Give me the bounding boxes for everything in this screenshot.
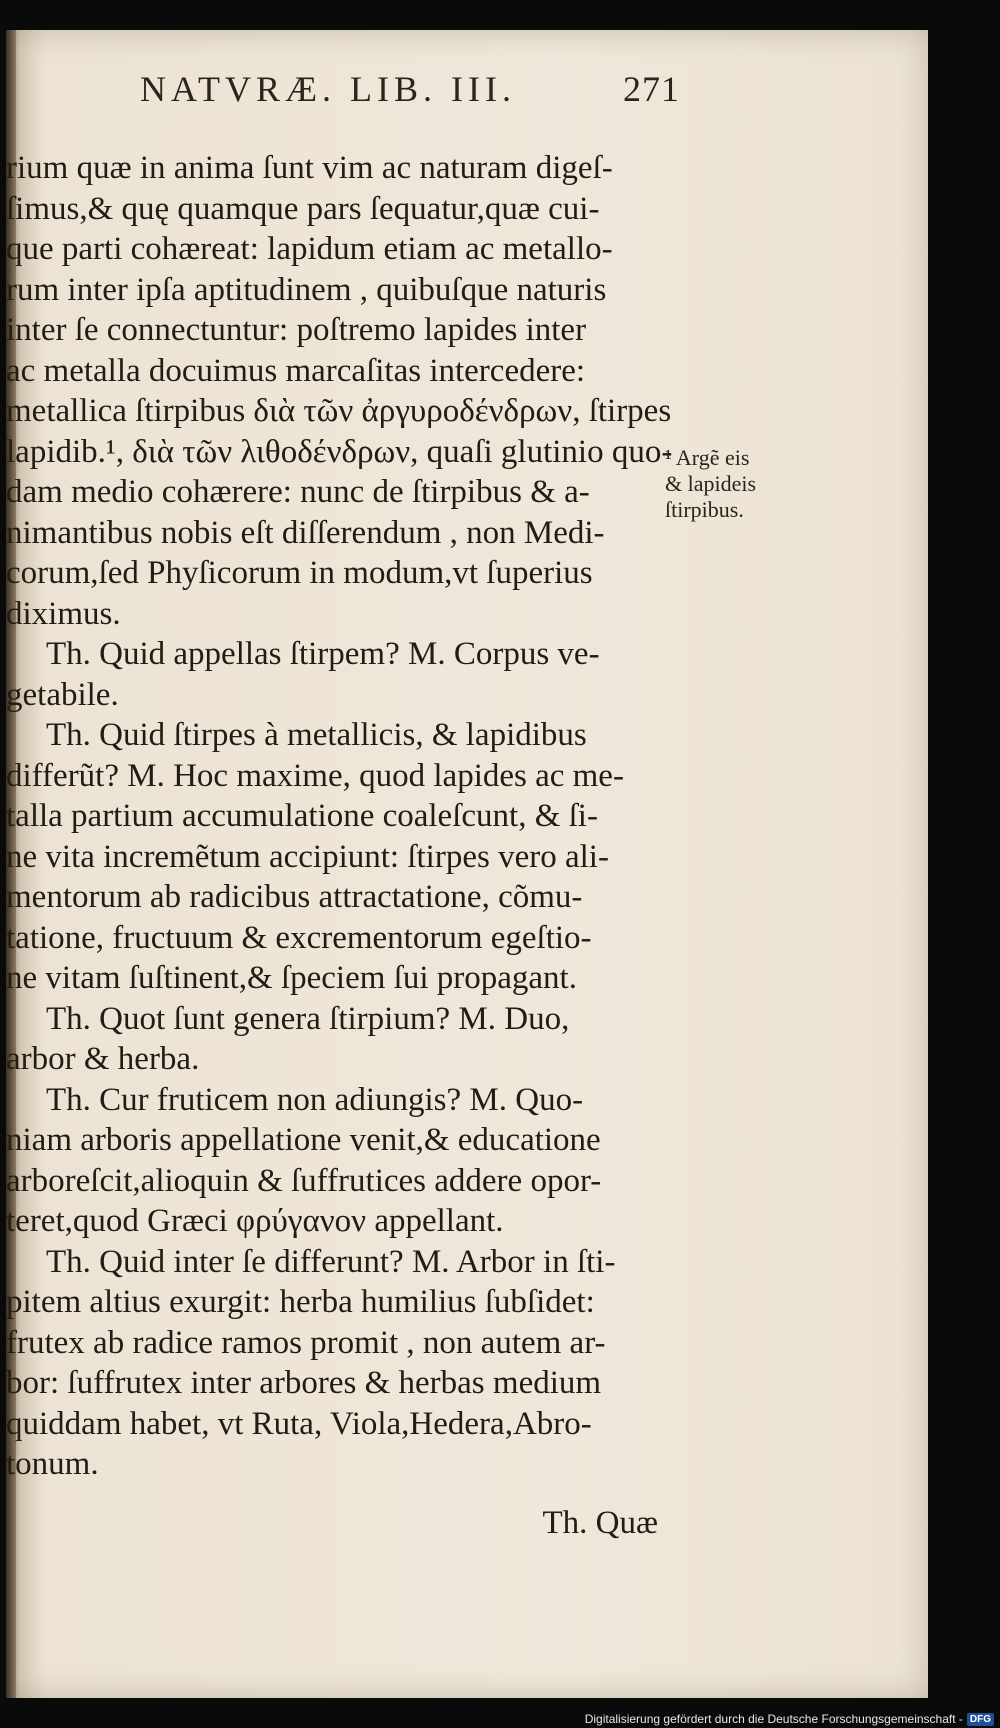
text-line: ne vitam ſuſtinent,& ſpeciem ſui propagant. <box>6 960 577 996</box>
text-line: teret,quod Græci φρύγανον appellant. <box>6 1203 504 1239</box>
text-line: Th. Cur fruticem non adiungis? M. Quo- <box>46 1081 584 1118</box>
text-line: lapidib.¹, διὰ τῶν λιθοδένδρων, quaſi glutinio quo- <box>6 433 673 470</box>
text-line: quiddam habet, vt Ruta, Viola,Hedera,Abro- <box>6 1405 592 1442</box>
running-head: NATVRÆ. LIB. III. <box>140 69 516 109</box>
text-line: ac metalla docuimus marcaſitas intercedere: <box>6 352 586 389</box>
catchword: Th. Quæ <box>542 1504 658 1541</box>
text-line: getabile. <box>6 676 119 713</box>
text-line: rium quæ in anima ſunt vim ac naturam digeſ- <box>6 150 613 186</box>
page-number: 271 <box>623 69 680 109</box>
dfg-logo-icon: DFG <box>967 1713 994 1726</box>
body-text <box>6 148 673 1543</box>
text-line: tonum. <box>6 1446 99 1482</box>
text-line: Th. Quid ſtirpes à metallicis, & lapidibus <box>46 717 587 753</box>
text-line: Th. Quid inter ſe differunt? M. Arbor in ſti- <box>46 1243 616 1280</box>
text-line: nimantibus nobis eſt diſſerendum , non Medi- <box>6 514 605 551</box>
text-line: inter ſe connectuntur: poſtremo lapides inter <box>6 312 587 348</box>
text-line: arbor & herba. <box>6 1041 200 1077</box>
margin-note-line: ¹ Argẽ eis <box>665 445 750 470</box>
footer-credit <box>585 1712 994 1726</box>
text-line: ne vita incremẽtum accipiunt: ſtirpes vero ali- <box>6 838 609 875</box>
text-line: arboreſcit,alioquin & ſuffrutices addere opor- <box>6 1162 602 1199</box>
text-line: corum,ſed Phyſicorum in modum,vt ſuperius <box>6 555 593 591</box>
text-line: niam arboris appellatione venit,& educatione <box>6 1122 601 1158</box>
text-line: talla partium accumulatione coaleſcunt, & ſi- <box>6 798 598 834</box>
text-line: dam medio cohærere: nunc de ſtirpibus & a- <box>6 474 590 510</box>
margin-note-line: & lapideis <box>665 471 757 496</box>
text-line: bor: ſuffrutex inter arbores & herbas medium <box>6 1365 602 1401</box>
text-line: Th. Quid appellas ſtirpem? M. Corpus ve- <box>46 636 600 672</box>
text-line: rum inter ipſa aptitudinem , quibuſque naturis <box>6 271 607 308</box>
footer-text: Digitalisierung gefördert durch die Deutsche Forschungsgemeinschaft - <box>584 1712 963 1726</box>
margin-note-line: ſtirpibus. <box>665 497 744 522</box>
text-line: frutex ab radice ramos promit , non autem ar- <box>6 1324 606 1361</box>
text-line: diximus. <box>6 595 121 632</box>
text-line: pitem altius exurgit: herba humilius ſubſidet: <box>6 1284 595 1320</box>
text-line: metallica ſtirpibus διὰ τῶν ἀργυροδένδρων, ſtirpes <box>6 393 672 429</box>
text-line: que parti cohæreat: lapidum etiam ac metallo- <box>6 231 613 267</box>
margin-note <box>665 445 815 523</box>
text-line: tatione, fructuum & excrementorum egeſtio- <box>6 919 592 956</box>
text-line: differũt? M. Hoc maxime, quod lapides ac me- <box>6 757 624 794</box>
text-line: Th. Quot ſunt genera ſtirpium? M. Duo, <box>46 1000 570 1037</box>
text-line: ſimus,& quę quamque pars ſequatur,quæ cui- <box>6 190 600 227</box>
text-line: mentorum ab radicibus attractatione, cõmu- <box>6 879 583 915</box>
